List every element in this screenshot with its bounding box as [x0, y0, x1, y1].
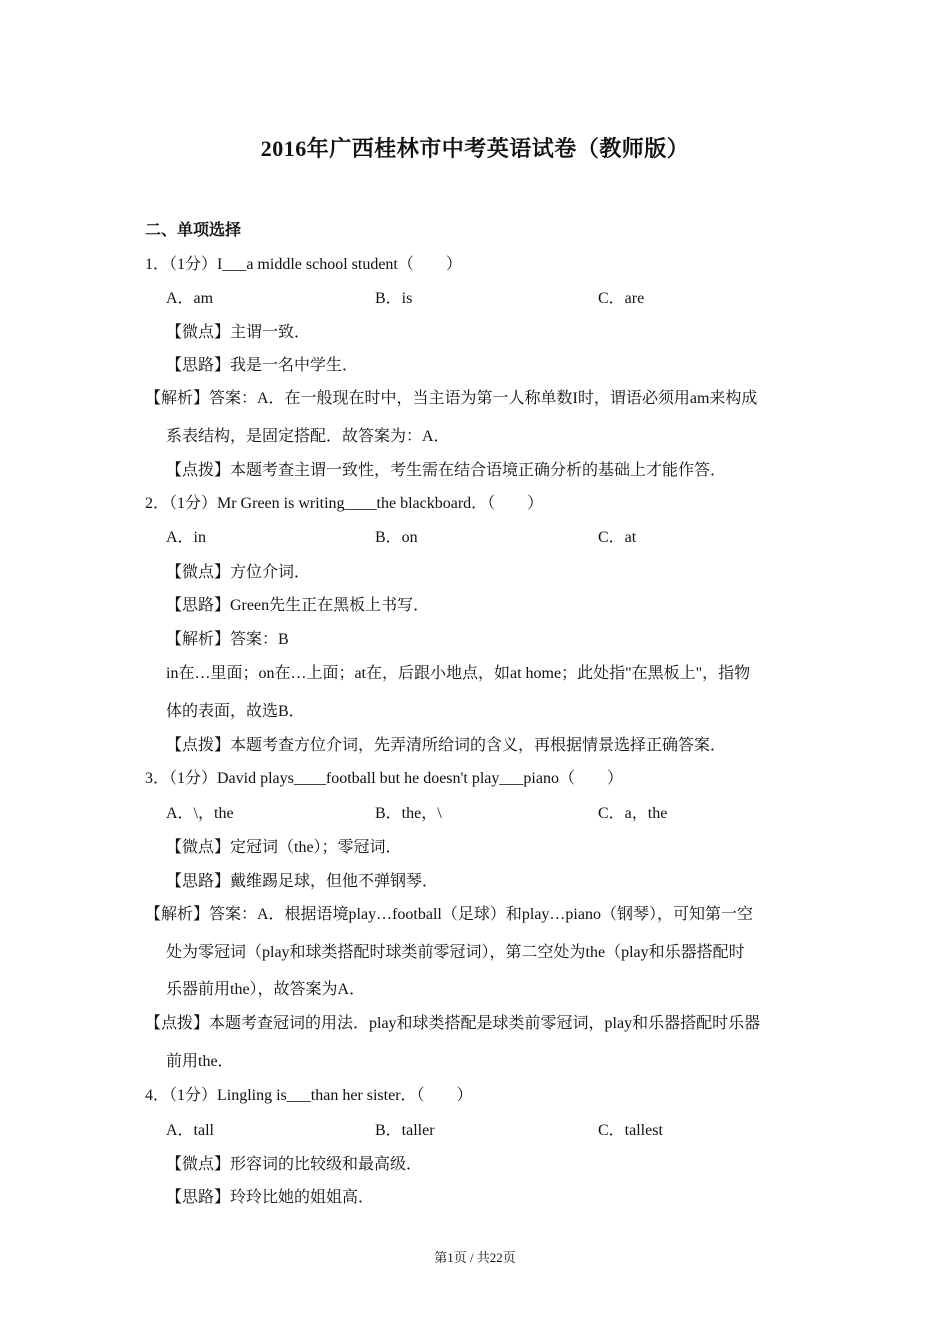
question-4-silu: 【思路】玲玲比她的姐姐高．: [166, 1189, 375, 1206]
question-4-option-b: B．taller: [375, 1122, 435, 1139]
page-footer: 第1页 / 共22页: [434, 1250, 516, 1265]
question-1-dianbo: 【点拨】本题考查主谓一致性，考生需在结合语境正确分析的基础上才能作答．: [166, 462, 727, 479]
question-3-jiexi-line-2: 处为零冠词（play和球类搭配时球类前零冠词），第二空处为the（play和乐器搭配时: [166, 944, 745, 961]
question-1-option-a: A．am: [166, 290, 214, 307]
question-1-weidian: 【微点】主谓一致．: [166, 324, 311, 341]
question-2-option-b: B．on: [375, 529, 418, 546]
question-1-jiexi-line-2: 系表结构，是固定搭配．故答案为：A．: [166, 428, 450, 445]
question-3-option-b: B．the，\: [375, 805, 442, 822]
question-3-dianbo-line-2: 前用the．: [166, 1053, 234, 1070]
question-4-option-a: A．tall: [166, 1122, 214, 1139]
question-4-stem: 4．（1分）Lingling is___than her sister．（ ）: [145, 1087, 473, 1104]
question-2-jiexi-line-1: 【解析】答案：B: [166, 631, 289, 648]
question-1-option-c: C．are: [598, 290, 645, 307]
question-2-option-c: C．at: [598, 529, 637, 546]
question-2-jiexi-line-2: in在…里面；on在…上面；at在，后跟小地点，如at home；此处指"在黑板上"，指物: [166, 665, 751, 682]
question-2-silu: 【思路】Green先生正在黑板上书写．: [166, 597, 430, 614]
question-3-weidian: 【微点】定冠词（the）；零冠词．: [166, 839, 402, 856]
question-1-stem: 1．（1分）I___a middle school student（ ）: [145, 256, 462, 273]
question-3-dianbo-line-1: 【点拨】本题考查冠词的用法．play和球类搭配是球类前零冠词，play和乐器搭配时乐器: [145, 1015, 761, 1032]
question-4-weidian: 【微点】形容词的比较级和最高级．: [166, 1156, 423, 1173]
question-3-silu: 【思路】戴维踢足球，但他不弹钢琴．: [166, 873, 439, 890]
question-3-stem: 3．（1分）David plays____football but he doesn't play___piano（ ）: [145, 770, 623, 787]
question-3-option-c: C．a，the: [598, 805, 668, 822]
question-1-option-b: B．is: [375, 290, 413, 307]
question-3-option-a: A．\，the: [166, 805, 234, 822]
section-heading: 二、单项选择: [145, 222, 242, 239]
question-2-weidian: 【微点】方位介词．: [166, 564, 311, 581]
question-3-jiexi-line-1: 【解析】答案：A．根据语境play…football（足球）和play…piano（钢琴），可知第一空: [145, 906, 753, 923]
question-2-jiexi-line-3: 体的表面，故选B．: [166, 703, 305, 720]
question-1-silu: 【思路】我是一名中学生．: [166, 357, 359, 374]
question-2-dianbo: 【点拨】本题考查方位介词，先弄清所给词的含义，再根据情景选择正确答案．: [166, 737, 727, 754]
question-3-jiexi-line-3: 乐器前用the），故答案为A．: [166, 981, 366, 998]
question-4-option-c: C．tallest: [598, 1122, 663, 1139]
question-2-option-a: A．in: [166, 529, 207, 546]
document-title: 2016年广西桂林市中考英语试卷（教师版）: [260, 136, 690, 161]
question-1-jiexi-line-1: 【解析】答案：A．在一般现在时中，当主语为第一人称单数I时，谓语必须用am来构成: [145, 390, 758, 407]
question-2-stem: 2．（1分）Mr Green is writing____the blackboard．（ ）: [145, 495, 544, 512]
